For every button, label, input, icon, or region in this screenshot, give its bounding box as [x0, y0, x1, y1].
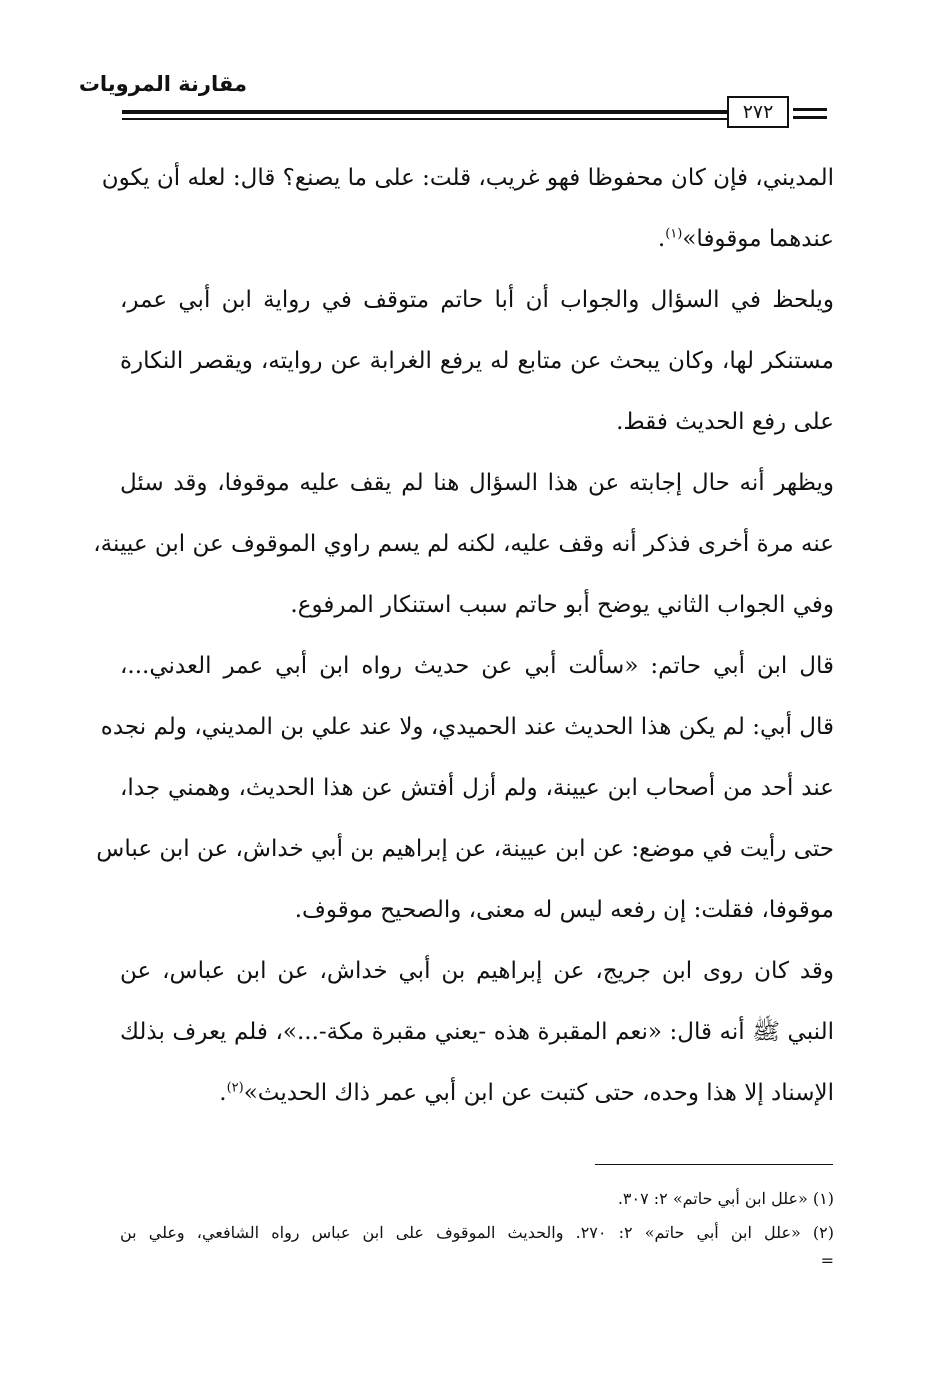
header-rule-tail-bottom: [793, 116, 827, 119]
text-line: النبي ﷺ أنه قال: «نعم المقبرة هذه -يعني مقبرة مكة-...»، فلم يعرف بذلك: [120, 1019, 834, 1045]
text-line: [120, 209, 834, 270]
text-line: حتى رأيت في موضع: عن ابن عيينة، عن إبراهيم بن أبي خداش، عن ابن عباس: [96, 836, 834, 862]
header-rule-thick: [122, 110, 727, 114]
footnote-continuation-mark: =: [820, 1251, 834, 1270]
text-span: الإسناد إلا هذا وحده، حتى كتبت عن ابن أبي عمر ذاك الحديث»: [243, 1080, 834, 1106]
text-line: وقد كان روى ابن جريج، عن إبراهيم بن أبي خداش، عن ابن عباس، عن: [120, 958, 834, 984]
page-number: ٢٧٢: [727, 96, 789, 128]
header-rule-thin: [122, 118, 727, 120]
text-line: على رفع الحديث فقط.: [616, 409, 834, 435]
text-line: قال ابن أبي حاتم: «سألت أبي عن حديث رواه ابن أبي عمر العدني...،: [120, 653, 834, 679]
text-line: [120, 1063, 834, 1124]
footnote-ref-2: (٢): [226, 1080, 244, 1096]
text-line: ويلحظ في السؤال والجواب أن أبا حاتم متوقف في رواية ابن أبي عمر،: [120, 287, 834, 313]
text-span: عندهما موقوفا»: [682, 226, 834, 252]
footnote-1: (١) «علل ابن أبي حاتم» ٢: ٣٠٧.: [617, 1189, 834, 1208]
text-line: ويظهر أنه حال إجابته عن هذا السؤال هنا لم يقف عليه موقوفا، وقد سئل: [120, 470, 834, 496]
footnote-ref-1: (١): [665, 226, 683, 242]
text-line: المديني، فإن كان محفوظا فهو غريب، قلت: على ما يصنع؟ قال: لعله أن يكون: [101, 165, 834, 191]
text-period: .: [219, 1080, 227, 1106]
header-rule-tail-top: [793, 108, 827, 111]
text-line: موقوفا، فقلت: إن رفعه ليس له معنى، والصحيح موقوف.: [294, 897, 834, 923]
text-line: مستنكر لها، وكان يبحث عن متابع له يرفع الغرابة عن روايته، ويقصر النكارة: [120, 348, 834, 374]
footnote-2: (٢) «علل ابن أبي حاتم» ٢: ٢٧٠. والحديث الموقوف على ابن عباس رواه الشافعي، وعلي بن: [120, 1223, 835, 1242]
footnote-separator: [595, 1164, 833, 1165]
text-line: عنه مرة أخرى فذكر أنه وقف عليه، لكنه لم يسم راوي الموقوف عن ابن عيينة،: [93, 531, 834, 557]
text-line: قال أبي: لم يكن هذا الحديث عند الحميدي، ولا عند علي بن المديني، ولم نجده: [100, 714, 834, 740]
footnotes: [120, 1182, 834, 1272]
running-header-title: مقارنة المرويات: [78, 72, 247, 96]
body-text: [93, 148, 834, 1124]
text-period: .: [657, 226, 666, 252]
text-line: وفي الجواب الثاني يوضح أبو حاتم سبب استنكار المرفوع.: [290, 592, 834, 618]
text-line: عند أحد من أصحاب ابن عيينة، ولم أزل أفتش عن هذا الحديث، وهمني جدا،: [120, 775, 834, 801]
